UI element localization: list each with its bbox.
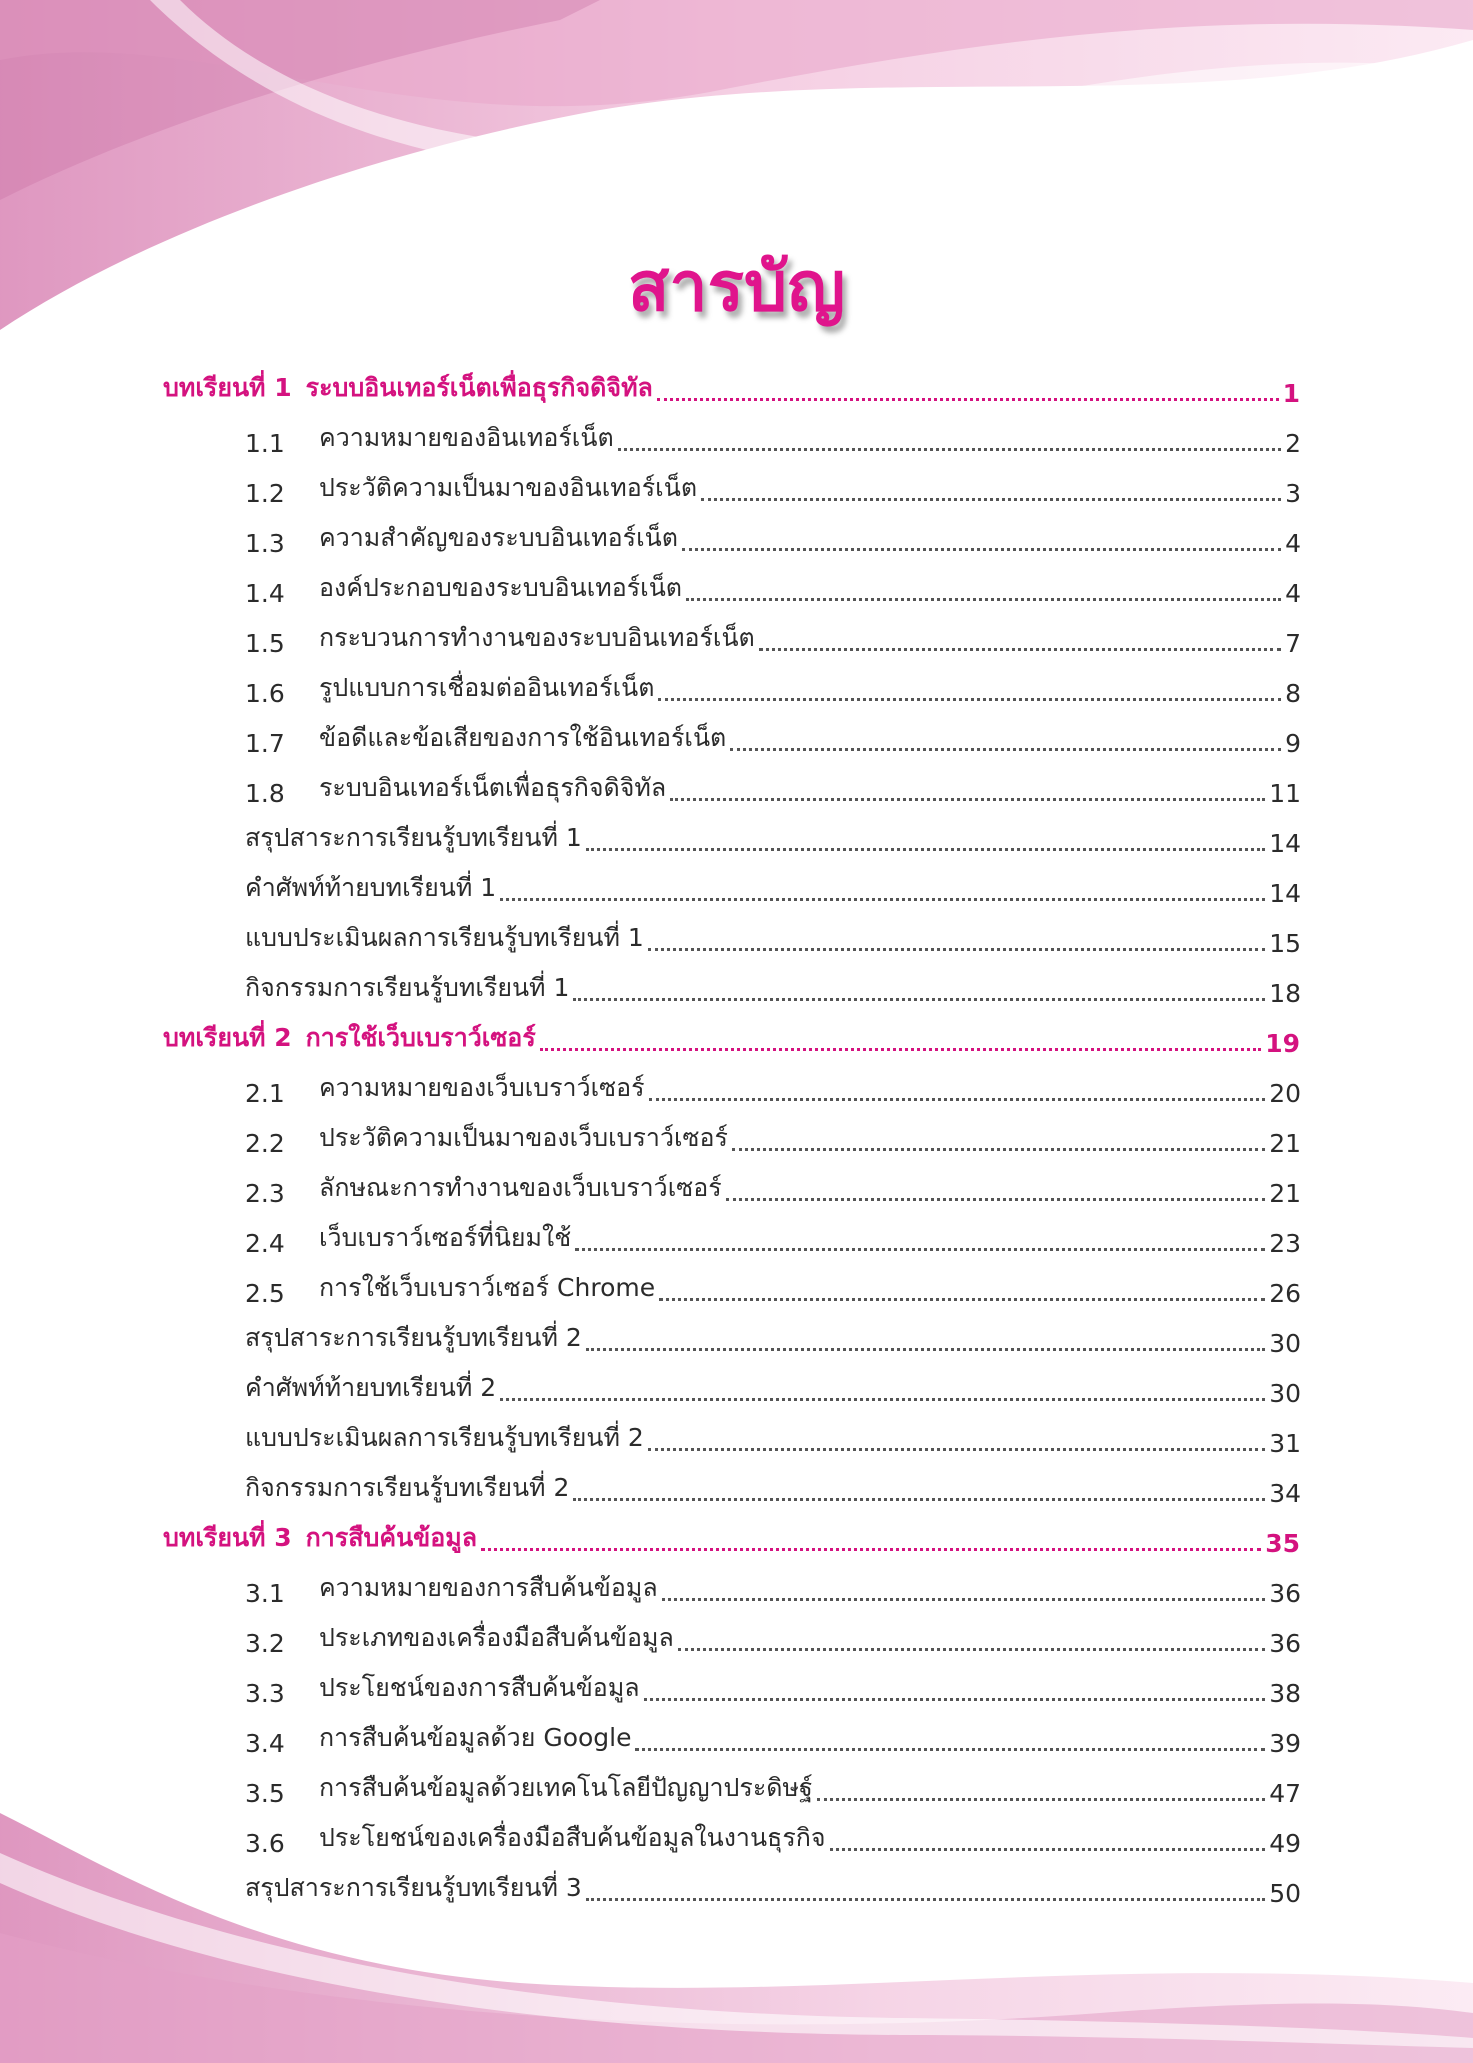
dot-leader — [573, 998, 1265, 1001]
toc-section-row[interactable] — [0, 516, 1473, 566]
toc-section-row[interactable] — [0, 1266, 1473, 1316]
dot-leader — [701, 498, 1281, 501]
toc-summary-row[interactable] — [0, 866, 1473, 916]
dot-leader — [662, 1598, 1266, 1601]
toc-entry-label: เว็บเบราว์เซอร์ที่นิยมใช้ — [319, 1223, 572, 1252]
toc-section-number: 3.4 — [245, 1729, 285, 1758]
toc-section-row[interactable] — [0, 466, 1473, 516]
toc-entry-label: ประโยชน์ของการสืบค้นข้อมูล — [319, 1673, 640, 1702]
toc-entry-label: ข้อดีและข้อเสียของการใช้อินเทอร์เน็ต — [319, 723, 727, 752]
toc-page-number: 30 — [1269, 1329, 1301, 1358]
toc-entry-label: รูปแบบการเชื่อมต่ออินเทอร์เน็ต — [319, 673, 655, 702]
toc-entry-label: แบบประเมินผลการเรียนรู้บทเรียนที่ 1 — [245, 923, 644, 952]
dot-leader — [648, 948, 1265, 951]
dot-leader — [586, 848, 1265, 851]
toc-entry-label: กิจกรรมการเรียนรู้บทเรียนที่ 2 — [245, 1473, 570, 1502]
dot-leader — [573, 1498, 1265, 1501]
toc-page-number: 35 — [1265, 1529, 1300, 1558]
toc-entry-label: ความหมายของเว็บเบราว์เซอร์ — [319, 1073, 645, 1102]
toc-entry-label: การสืบค้นข้อมูลด้วย Google — [319, 1723, 632, 1752]
toc-section-number: 1.6 — [245, 679, 285, 708]
toc-entry-label: คำศัพท์ท้ายบทเรียนที่ 1 — [245, 873, 497, 902]
toc-entry-label: สรุปสาระการเรียนรู้บทเรียนที่ 1 — [245, 823, 582, 852]
toc-page-number: 15 — [1269, 929, 1301, 958]
toc-entry-label: ความหมายของการสืบค้นข้อมูล — [319, 1573, 658, 1602]
dot-leader — [481, 1548, 1261, 1551]
toc-entry-label: สรุปสาระการเรียนรู้บทเรียนที่ 3 — [245, 1873, 582, 1902]
toc-page-number: 14 — [1269, 829, 1301, 858]
toc-section-row[interactable] — [0, 716, 1473, 766]
page-title: สารบัญ — [627, 248, 846, 327]
toc-section-number: 2.1 — [245, 1079, 285, 1108]
toc-summary-row[interactable] — [0, 1866, 1473, 1916]
dot-leader — [657, 398, 1279, 401]
toc-chapter-number: บทเรียนที่ 1 — [163, 373, 292, 402]
dot-leader — [644, 1698, 1266, 1701]
toc-page-number: 2 — [1285, 429, 1301, 458]
dot-leader — [648, 1448, 1265, 1451]
toc-page-number: 11 — [1269, 779, 1301, 808]
toc-summary-row[interactable] — [0, 966, 1473, 1016]
dot-leader — [732, 1148, 1265, 1151]
toc-section-row[interactable] — [0, 1566, 1473, 1616]
toc-page-number: 21 — [1269, 1179, 1301, 1208]
toc-section-number: 1.1 — [245, 429, 285, 458]
toc-section-row[interactable] — [0, 416, 1473, 466]
toc-summary-row[interactable] — [0, 1366, 1473, 1416]
toc-page-number: 38 — [1269, 1679, 1301, 1708]
dot-leader — [817, 1798, 1265, 1801]
toc-entry-label: กระบวนการทำงานของระบบอินเทอร์เน็ต — [319, 623, 755, 652]
toc-entry-label: แบบประเมินผลการเรียนรู้บทเรียนที่ 2 — [245, 1423, 644, 1452]
dot-leader — [586, 1348, 1265, 1351]
toc-section-row[interactable] — [0, 566, 1473, 616]
toc-entry-label: ความหมายของอินเทอร์เน็ต — [319, 423, 614, 452]
dot-leader — [830, 1848, 1266, 1851]
dot-leader — [618, 448, 1281, 451]
toc-section-number: 3.2 — [245, 1629, 285, 1658]
table-of-contents — [0, 366, 1473, 1916]
toc-page-number: 18 — [1269, 979, 1301, 1008]
toc-page-number: 30 — [1269, 1379, 1301, 1408]
toc-section-row[interactable] — [0, 1716, 1473, 1766]
toc-entry-label: ระบบอินเทอร์เน็ตเพื่อธุรกิจดิจิทัล — [305, 373, 653, 402]
toc-entry-label: ประวัติความเป็นมาของเว็บเบราว์เซอร์ — [319, 1123, 728, 1152]
toc-section-number: 2.3 — [245, 1179, 285, 1208]
toc-section-row[interactable] — [0, 1816, 1473, 1866]
toc-summary-row[interactable] — [0, 1416, 1473, 1466]
toc-page-number: 36 — [1269, 1629, 1301, 1658]
toc-entry-label: กิจกรรมการเรียนรู้บทเรียนที่ 1 — [245, 973, 570, 1002]
toc-page-number: 19 — [1265, 1029, 1300, 1058]
toc-section-number: 2.5 — [245, 1279, 285, 1308]
toc-section-number: 3.5 — [245, 1779, 285, 1808]
toc-section-row[interactable] — [0, 616, 1473, 666]
dot-leader — [500, 898, 1265, 901]
toc-page-number: 23 — [1269, 1229, 1301, 1258]
toc-section-row[interactable] — [0, 1166, 1473, 1216]
toc-page-number: 7 — [1285, 629, 1301, 658]
toc-entry-label: คำศัพท์ท้ายบทเรียนที่ 2 — [245, 1373, 497, 1402]
toc-section-row[interactable] — [0, 1216, 1473, 1266]
dot-leader — [686, 598, 1281, 601]
toc-entry-label: ลักษณะการทำงานของเว็บเบราว์เซอร์ — [319, 1173, 722, 1202]
dot-leader — [635, 1748, 1265, 1751]
toc-section-number: 2.4 — [245, 1229, 285, 1258]
toc-page-number: 3 — [1285, 479, 1301, 508]
dot-leader — [678, 1648, 1265, 1651]
toc-page-number: 4 — [1285, 529, 1301, 558]
toc-page-number: 26 — [1269, 1279, 1301, 1308]
toc-entry-label: ประโยชน์ของเครื่องมือสืบค้นข้อมูลในงานธุรกิจ — [319, 1823, 826, 1852]
toc-page-number: 50 — [1269, 1879, 1301, 1908]
toc-page-number: 36 — [1269, 1579, 1301, 1608]
toc-page-number: 21 — [1269, 1129, 1301, 1158]
toc-entry-label: การสืบค้นข้อมูลด้วยเทคโนโลยีปัญญาประดิษฐ์ — [319, 1773, 813, 1802]
toc-section-row[interactable] — [0, 1766, 1473, 1816]
dot-leader — [500, 1398, 1265, 1401]
toc-section-number: 3.1 — [245, 1579, 285, 1608]
toc-entry-label: ความสำคัญของระบบอินเทอร์เน็ต — [319, 523, 678, 552]
toc-section-row[interactable] — [0, 1666, 1473, 1716]
toc-section-number: 1.7 — [245, 729, 285, 758]
toc-section-number: 2.2 — [245, 1129, 285, 1158]
toc-section-row[interactable] — [0, 766, 1473, 816]
toc-section-row[interactable] — [0, 1066, 1473, 1116]
dot-leader — [670, 798, 1265, 801]
toc-chapter-number: บทเรียนที่ 3 — [163, 1523, 292, 1552]
toc-entry-label: การสืบค้นข้อมูล — [305, 1523, 478, 1552]
toc-entry-label: การใช้เว็บเบราว์เซอร์ Chrome — [319, 1273, 656, 1302]
toc-section-row[interactable] — [0, 1616, 1473, 1666]
toc-chapter-row[interactable] — [0, 1016, 1473, 1066]
toc-section-number: 3.6 — [245, 1829, 285, 1858]
toc-summary-row[interactable] — [0, 816, 1473, 866]
dot-leader — [682, 548, 1281, 551]
toc-page-number: 14 — [1269, 879, 1301, 908]
dot-leader — [730, 748, 1281, 751]
toc-summary-row[interactable] — [0, 1466, 1473, 1516]
toc-section-row[interactable] — [0, 1116, 1473, 1166]
dot-leader — [659, 1298, 1265, 1301]
toc-section-number: 1.5 — [245, 629, 285, 658]
toc-page-number: 20 — [1269, 1079, 1301, 1108]
dot-leader — [649, 1098, 1266, 1101]
dot-leader — [540, 1048, 1261, 1051]
toc-summary-row[interactable] — [0, 916, 1473, 966]
dot-leader — [575, 1248, 1265, 1251]
toc-chapter-row[interactable] — [0, 1516, 1473, 1566]
toc-entry-label: สรุปสาระการเรียนรู้บทเรียนที่ 2 — [245, 1323, 582, 1352]
toc-entry-label: องค์ประกอบของระบบอินเทอร์เน็ต — [319, 573, 683, 602]
toc-page-number: 34 — [1269, 1479, 1301, 1508]
toc-section-number: 1.3 — [245, 529, 285, 558]
toc-section-number: 1.8 — [245, 779, 285, 808]
dot-leader — [759, 648, 1281, 651]
dot-leader — [658, 698, 1281, 701]
toc-page-number: 9 — [1285, 729, 1301, 758]
toc-section-number: 3.3 — [245, 1679, 285, 1708]
dot-leader — [586, 1898, 1265, 1901]
toc-entry-label: ระบบอินเทอร์เน็ตเพื่อธุรกิจดิจิทัล — [319, 773, 667, 802]
toc-page-number: 49 — [1269, 1829, 1301, 1858]
toc-entry-label: ประเภทของเครื่องมือสืบค้นข้อมูล — [319, 1623, 674, 1652]
toc-page-number: 1 — [1282, 379, 1300, 408]
toc-entry-label: ประวัติความเป็นมาของอินเทอร์เน็ต — [319, 473, 698, 502]
toc-page-number: 8 — [1285, 679, 1301, 708]
toc-page-number: 47 — [1269, 1779, 1301, 1808]
dot-leader — [726, 1198, 1266, 1201]
toc-section-number: 1.2 — [245, 479, 285, 508]
toc-page-number: 31 — [1269, 1429, 1301, 1458]
toc-entry-label: การใช้เว็บเบราว์เซอร์ — [305, 1023, 536, 1052]
toc-chapter-number: บทเรียนที่ 2 — [163, 1023, 292, 1052]
toc-page-number: 39 — [1269, 1729, 1301, 1758]
toc-chapter-row[interactable] — [0, 366, 1473, 416]
toc-section-row[interactable] — [0, 666, 1473, 716]
toc-summary-row[interactable] — [0, 1316, 1473, 1366]
toc-page-number: 4 — [1285, 579, 1301, 608]
toc-section-number: 1.4 — [245, 579, 285, 608]
